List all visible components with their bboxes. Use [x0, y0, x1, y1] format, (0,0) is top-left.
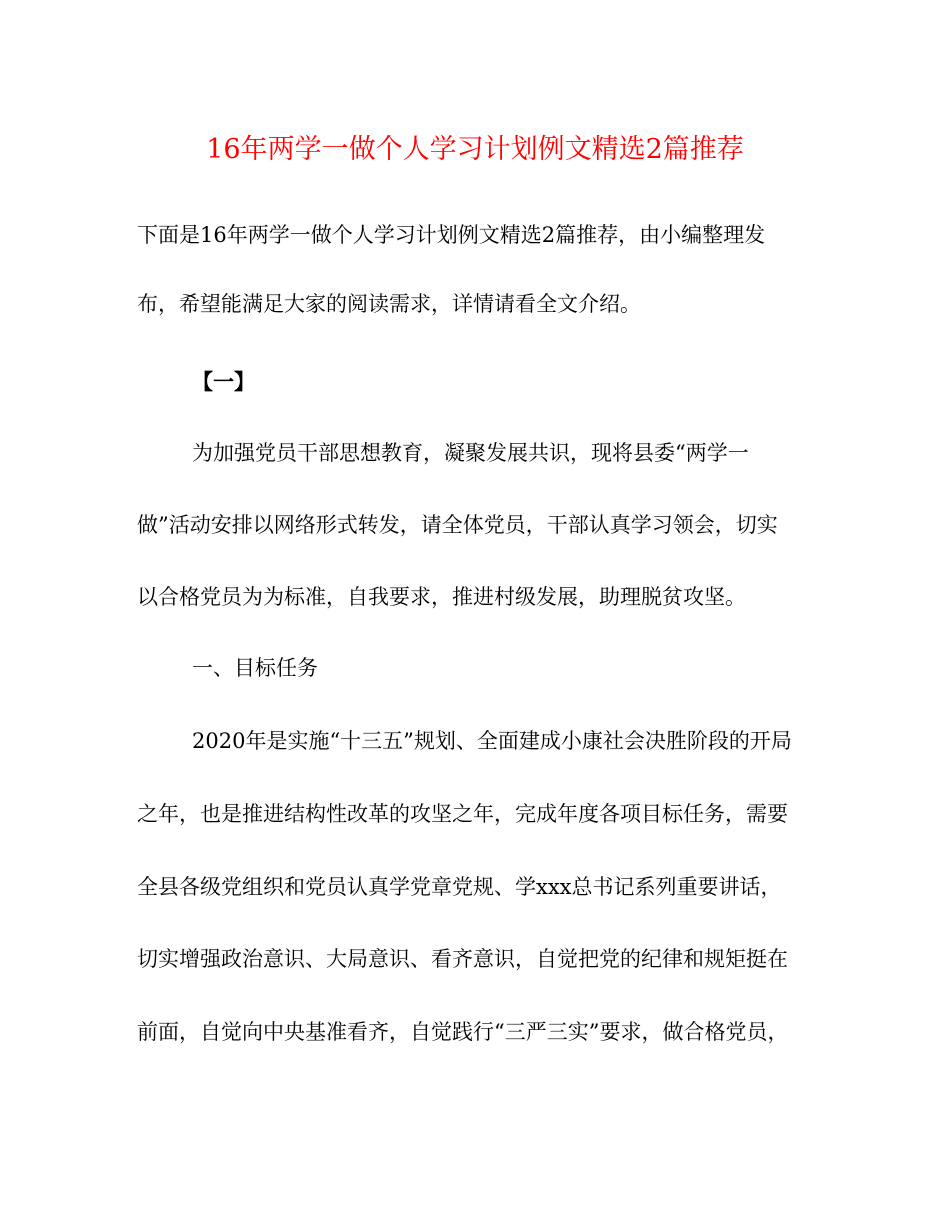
paragraph-1-line-3: 以合格党员为为标准，自我要求，推进村级发展，助理脱贫攻坚。: [137, 585, 746, 609]
paragraph-2-line-5: 前面，自觉向中央基准看齐，自觉践行“三严三实”要求，做合格党员，: [137, 1020, 789, 1044]
paragraph-1-line-1: 为加强党员干部思想教育，凝聚发展共识，现将县委“两学一: [192, 441, 749, 465]
intro-line-1: 下面是16年两学一做个人学习计划例文精选2篇推荐，由小编整理发: [137, 223, 766, 247]
paragraph-2-line-3: 全县各级党组织和党员认真学党章党规、学xxx总书记系列重要讲话，: [137, 875, 782, 899]
paragraph-2-line-1: 2020年是实施“十三五”规划、全面建成小康社会决胜阶段的开局: [192, 729, 792, 753]
paragraph-2-line-4: 切实增强政治意识、大局意识、看齐意识，自觉把党的纪律和规矩挺在: [137, 947, 788, 971]
intro-line-2: 布，希望能满足大家的阅读需求，详情请看全文介绍。: [137, 292, 641, 316]
subheading-goals: 一、目标任务: [192, 656, 318, 680]
section-marker: 【一】: [192, 369, 255, 394]
document-title: 16年两学一做个人学习计划例文精选2篇推荐: [206, 134, 744, 165]
paragraph-1-line-2: 做”活动安排以网络形式转发，请全体党员，干部认真学习领会，切实: [137, 513, 778, 537]
paragraph-2-line-2: 之年，也是推进结构性改革的攻坚之年，完成年度各项目标任务，需要: [137, 802, 788, 826]
